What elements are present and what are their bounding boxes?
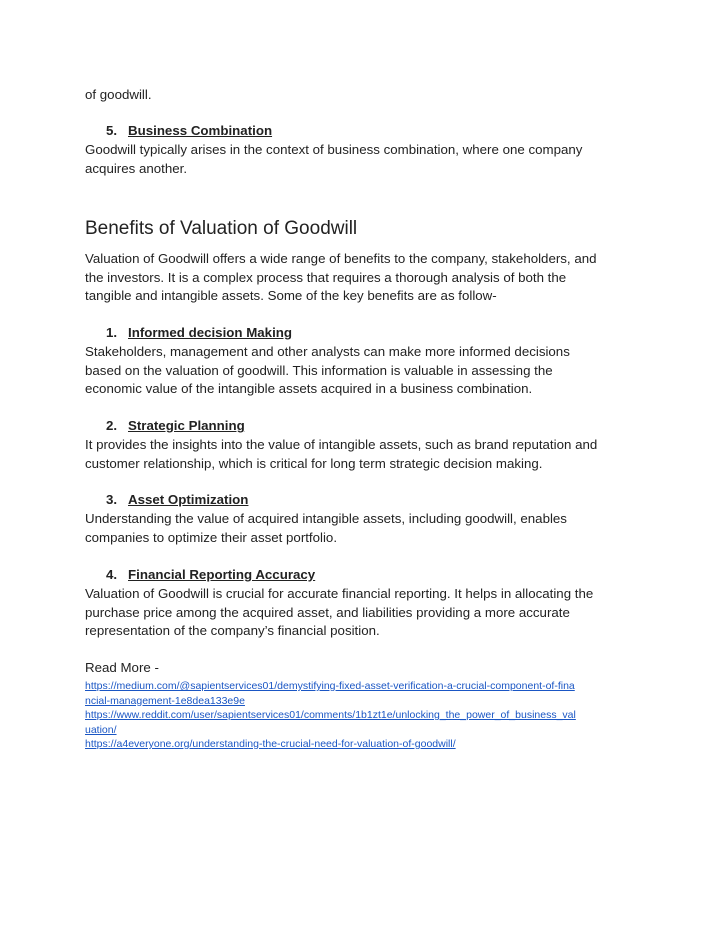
item-2-text bbox=[85, 436, 597, 473]
item-4-title: Financial Reporting Accuracy bbox=[128, 567, 316, 582]
item-5-heading bbox=[106, 123, 272, 138]
intro-tail-text: of goodwill. bbox=[85, 87, 152, 102]
text-line: purchase price among the acquired asset, and liabilities providing a more accurate bbox=[85, 604, 570, 620]
read-more-link-medium[interactable] bbox=[85, 679, 576, 708]
read-more-label: Read More - bbox=[85, 660, 159, 675]
item-3-number: 3. bbox=[106, 492, 118, 507]
text-line: customer relationship, which is critical for long term strategic decision making. bbox=[85, 455, 543, 471]
link-line: https://www.reddit.com/user/sapientservices01/comments/1b1zt1e/unlocking_the_power_of_business_val bbox=[85, 709, 576, 721]
text-line: Valuation of Goodwill is crucial for accurate financial reporting. It helps in allocating the bbox=[85, 586, 594, 601]
text-line: representation of the company’s financial position. bbox=[85, 623, 380, 638]
item-4-number: 4. bbox=[106, 567, 118, 582]
item-3-heading bbox=[106, 492, 248, 507]
text-line: the investors. It is a complex process that requires a thorough analysis of both the bbox=[85, 269, 567, 285]
link-line: uation/ bbox=[85, 723, 117, 736]
text-line: It provides the insights into the value of intangible assets, such as brand reputation and bbox=[85, 437, 598, 452]
link-line: https://medium.com/@sapientservices01/demystifying-fixed-asset-verification-a-crucial-component-of-fina bbox=[85, 680, 575, 692]
item-5-number: 5. bbox=[106, 123, 118, 138]
item-1-title: Informed decision Making bbox=[128, 325, 293, 340]
item-2-heading bbox=[106, 418, 245, 433]
item-5-title: Business Combination bbox=[128, 123, 273, 138]
text-line: tangible and intangible assets. Some of the key benefits are as follow- bbox=[85, 288, 497, 303]
text-line: companies to optimize their asset portfolio. bbox=[85, 529, 338, 545]
text-line: based on the valuation of goodwill. This information is valuable in assessing the bbox=[85, 362, 553, 378]
item-3-text bbox=[85, 510, 567, 547]
read-more-links bbox=[85, 679, 576, 752]
item-1-text bbox=[85, 343, 570, 399]
item-4-heading bbox=[106, 567, 315, 582]
section-intro bbox=[85, 250, 597, 306]
link-line: https://a4everyone.org/understanding-the-crucial-need-for-valuation-of-goodwill/ bbox=[85, 738, 456, 750]
item-4-text bbox=[85, 585, 593, 641]
item-2-number: 2. bbox=[106, 418, 118, 433]
text-line: Valuation of Goodwill offers a wide range of benefits to the company, stakeholders, and bbox=[85, 251, 597, 266]
text-line: economic value of the intangible assets acquired in a business combination. bbox=[85, 381, 533, 396]
item-3-title: Asset Optimization bbox=[128, 492, 249, 507]
item-1-number: 1. bbox=[106, 325, 118, 340]
section-heading: Benefits of Valuation of Goodwill bbox=[85, 218, 358, 239]
read-more-link-reddit[interactable] bbox=[85, 708, 576, 737]
read-more-link-a4everyone[interactable] bbox=[85, 737, 576, 752]
item-5-text bbox=[85, 141, 582, 178]
link-line: ncial-management-1e8dea133e9e bbox=[85, 694, 245, 707]
item-1-heading bbox=[106, 325, 292, 340]
text-line: Goodwill typically arises in the context of business combination, where one company bbox=[85, 142, 583, 157]
text-line: Understanding the value of acquired intangible assets, including goodwill, enables bbox=[85, 511, 567, 526]
text-line: Stakeholders, management and other analysts can make more informed decisions bbox=[85, 344, 570, 359]
item-2-title: Strategic Planning bbox=[128, 418, 245, 433]
text-line: acquires another. bbox=[85, 160, 188, 176]
